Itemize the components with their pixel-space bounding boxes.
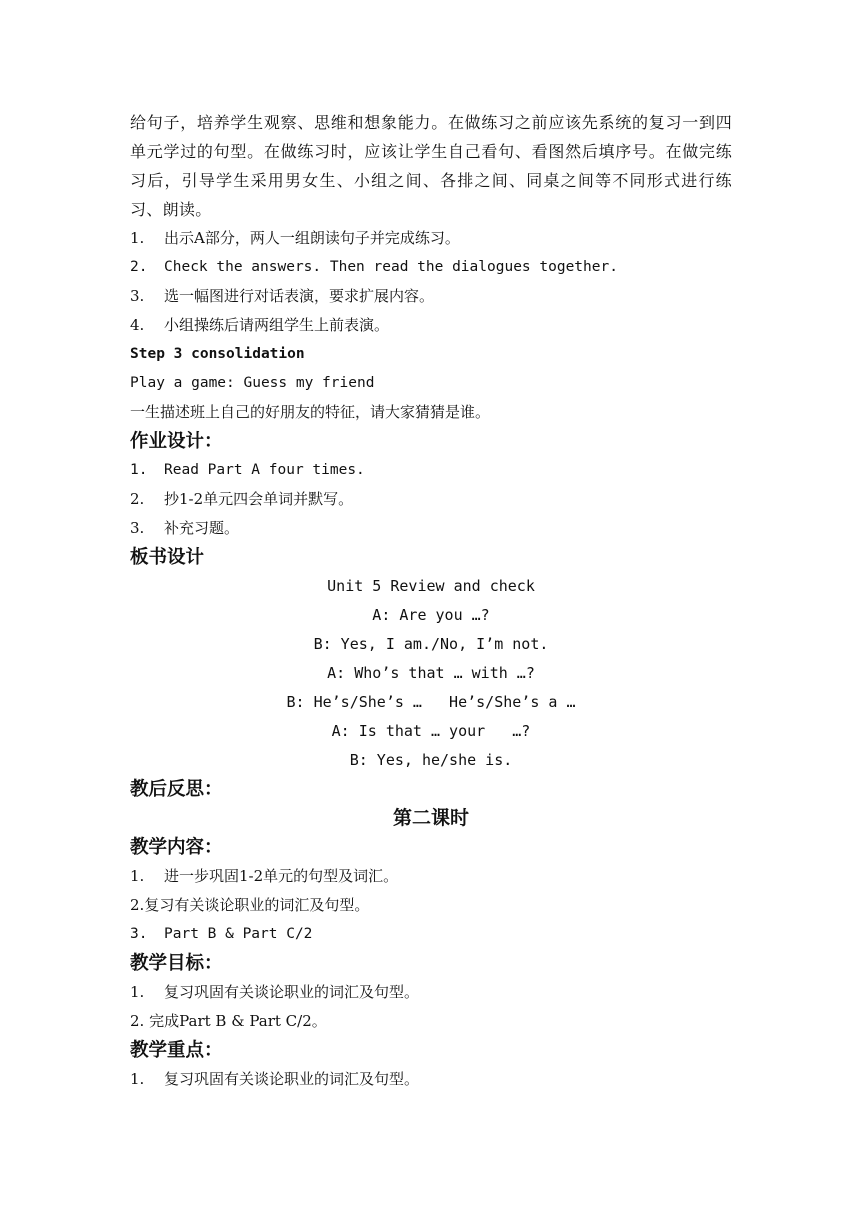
list-item: 2. Check the answers. Then read the dialogues together. (130, 259, 618, 275)
board-heading: 板书设计 (130, 547, 205, 568)
content-heading: 教学内容： (130, 837, 223, 858)
board-design (130, 572, 732, 775)
list-item: 2. 完成Part B & Part C/2。 (130, 1012, 327, 1030)
list-item: 1. 复习巩固有关谈论职业的词汇及句型。 (130, 1070, 420, 1088)
key-points-list (130, 1065, 732, 1094)
homework-list (130, 456, 732, 543)
step3-title: Step 3 consolidation (130, 346, 305, 362)
content-list (130, 862, 732, 949)
steps-list (130, 224, 732, 340)
list-item: 1. 复习巩固有关谈论职业的词汇及句型。 (130, 983, 420, 1001)
lesson-title: 第二课时 (392, 807, 469, 829)
board-line: A: Who’s that … with …? (327, 664, 535, 682)
board-line: A: Are you …? (372, 606, 490, 624)
board-line: B: Yes, he/she is. (349, 751, 513, 769)
intro-paragraph: 给句子，培养学生观察、思维和想象能力。在做练习之前应该先系统的复习一到四单元学过的句型。在做练习时，应该让学生自己看句、看图然后填序号。在做完练习后，引导学生采用男女生、小组之间、各排之间、同桌之间等不同形式进行练习、朗读。 (130, 113, 732, 219)
reflection-heading: 教后反思： (130, 779, 223, 800)
goals-heading: 教学目标： (130, 953, 223, 974)
list-item: 1. Read Part A four times. (130, 462, 365, 478)
board-line: A: Is that … your …? (331, 722, 531, 740)
game-line: Play a game: Guess my friend (130, 375, 375, 391)
list-item: 3. Part B & Part C/2 (130, 926, 313, 942)
list-item: 2.复习有关谈论职业的词汇及句型。 (130, 896, 370, 914)
board-line: Unit 5 Review and check (327, 577, 535, 595)
list-item: 4. 小组操练后请两组学生上前表演。 (130, 316, 390, 334)
list-item: 1. 进一步巩固1-2单元的句型及词汇。 (130, 867, 399, 885)
board-line: B: Yes, I am./No, I’m not. (313, 635, 549, 653)
list-item: 1. 出示A部分，两人一组朗读句子并完成练习。 (130, 229, 460, 247)
list-item: 3. 补充习题。 (130, 519, 240, 537)
board-line: B: He’s/She’s … He’s/She’s a … (286, 693, 576, 711)
homework-heading: 作业设计： (130, 431, 223, 452)
goals-list (130, 978, 732, 1036)
list-item: 2. 抄1-2单元四会单词并默写。 (130, 490, 354, 508)
key-points-heading: 教学重点： (130, 1040, 223, 1061)
list-item: 3. 选一幅图进行对话表演，要求扩展内容。 (130, 287, 435, 305)
game-description: 一生描述班上自己的好朋友的特征，请大家猜猜是谁。 (130, 403, 491, 421)
